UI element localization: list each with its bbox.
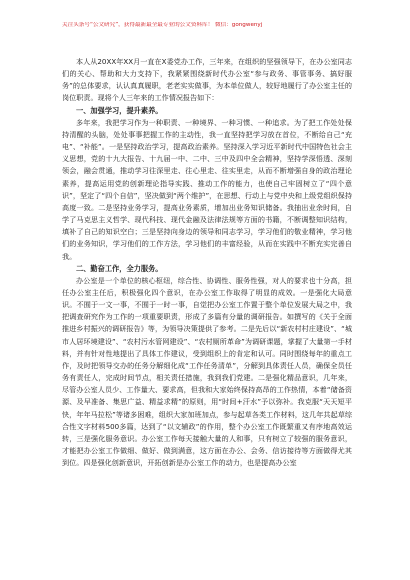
section-1-paragraph: 多年来，我把学习作为一种职责、一种境界、一种习惯、一种追求。为了把工作处处保持清醒的头脑，处处事事把握工作的主动性，我一直坚持把学习放在首位，不断给自己“充电”、“补能”。一是坚持政治学习，提高政治素养。坚持深入学习近平新时代中国特色社会主义思想，党的十九大报告、十九届一中、二中、三中及四中全会精神，坚持学深悟透、深刻领会，融会贯通，推动学习往深里走、往心里走、往实里走，从而不断增强自身的政治理论素养，提高运用党的创新理论指导实践、推动工作的能力，也使自己牢固树立了“四个意识”，坚定了“四个自信”，坚决做到“两个维护”，在思想、行动上与党中央和上级党组织保持高度一致。二是坚持业务学习，提高业务素质，增加出业务知识储备。我抽出业余时间，自学了马克思主义哲学、现代科技、现代金融及法律法规等方面的书籍，不断调整知识结构，填补了自己的知识空白；三是坚持向身边的领导和同志学习，学习他们的敬业精神，学习他们的业务知识，学习他们的工作方法，学习他们的丰富经验，从而在实践中不断充实完善自我。 (62, 117, 352, 261)
section-heading-2: 二、勤奋工作，全力服务。 (76, 263, 163, 273)
header-banner: 关注头条号“公文研究”，获得最新最全最专业的公文资料库！ 微信：gongwenyj (62, 22, 263, 28)
section-2-paragraph: 办公室是一个单位的核心枢纽，综合性、协调性、服务性强，对人的要求也十分高，担任办公室主任后，积极强化四个意识，在办公室工作取得了明显的成效。一是强化大局意识。不囿于一文一事，不囿于一时一事，自觉把办公室工作置于整个单位发展大局之中，我把调查研究作为工作的一项重要职责，形成了多篇有分量的调研报告。如撰写的《关于全面推进乡村振兴的调研报告》等，为领导决策提供了参考。二是先后以“新农村村庄建设”、“城市人居环境建设”、“农村污水管网建设”、“农村厕所革命”为调研课题，掌握了大量第一手材料，并有针对性地提出了具体工作建议，受到组织上的肯定和认可。同时围绕每年的重点工作，及时把领导交办的任务分解细化成“工作任务清单”，分解到具体责任人员，确保全员任务有责任人，完成时间节点，相关责任措施，我到我们党建。二是强化精品意识，几年来，尽管办公室人员少、工作量大、要求高，但我和大家始终保持高昂的工作热情，本着“储备资源、及早准备、集思广益、精益求精”的原则，用“时间+汗水”予以弥补。我克服“天天短平快，年年马拉松”等诸多困难，组织大家加班加点，参与起草各类工作材料，这几年共起草综合性文字材料500多篇，达到了“以文辅政”的作用，整个办公室工作既繁重又有序地高效运转，三是强化服务意识。办公室工作每天接触大量的人和事，只有树立了较强的服务意识，才能把办公室工作做细、做好、做到满意，这方面在办公、会务、信访接待等方面做得尤其到位。四是强化创新意识，开拓创新是办公室工作的动力，也是提高办公室 (62, 275, 352, 468)
document-body (62, 56, 352, 469)
intro-paragraph: 本人从20XX年XX月一直在X委党办工作，三年来，在组织的坚强领导下，在办公室同志们的关心、帮助和大力支持下，我紧紧围绕新时代办公室“参与政务、事管事务、搞好服务”的总体要求，认认真真履职，老老实实做事，为本单位做人，较好地履行了办公室主任的岗位职责。现将个人三年来的工作情况报告如下： (62, 57, 352, 103)
section-heading-1: 一、加强学习，提升素养。 (76, 105, 163, 115)
